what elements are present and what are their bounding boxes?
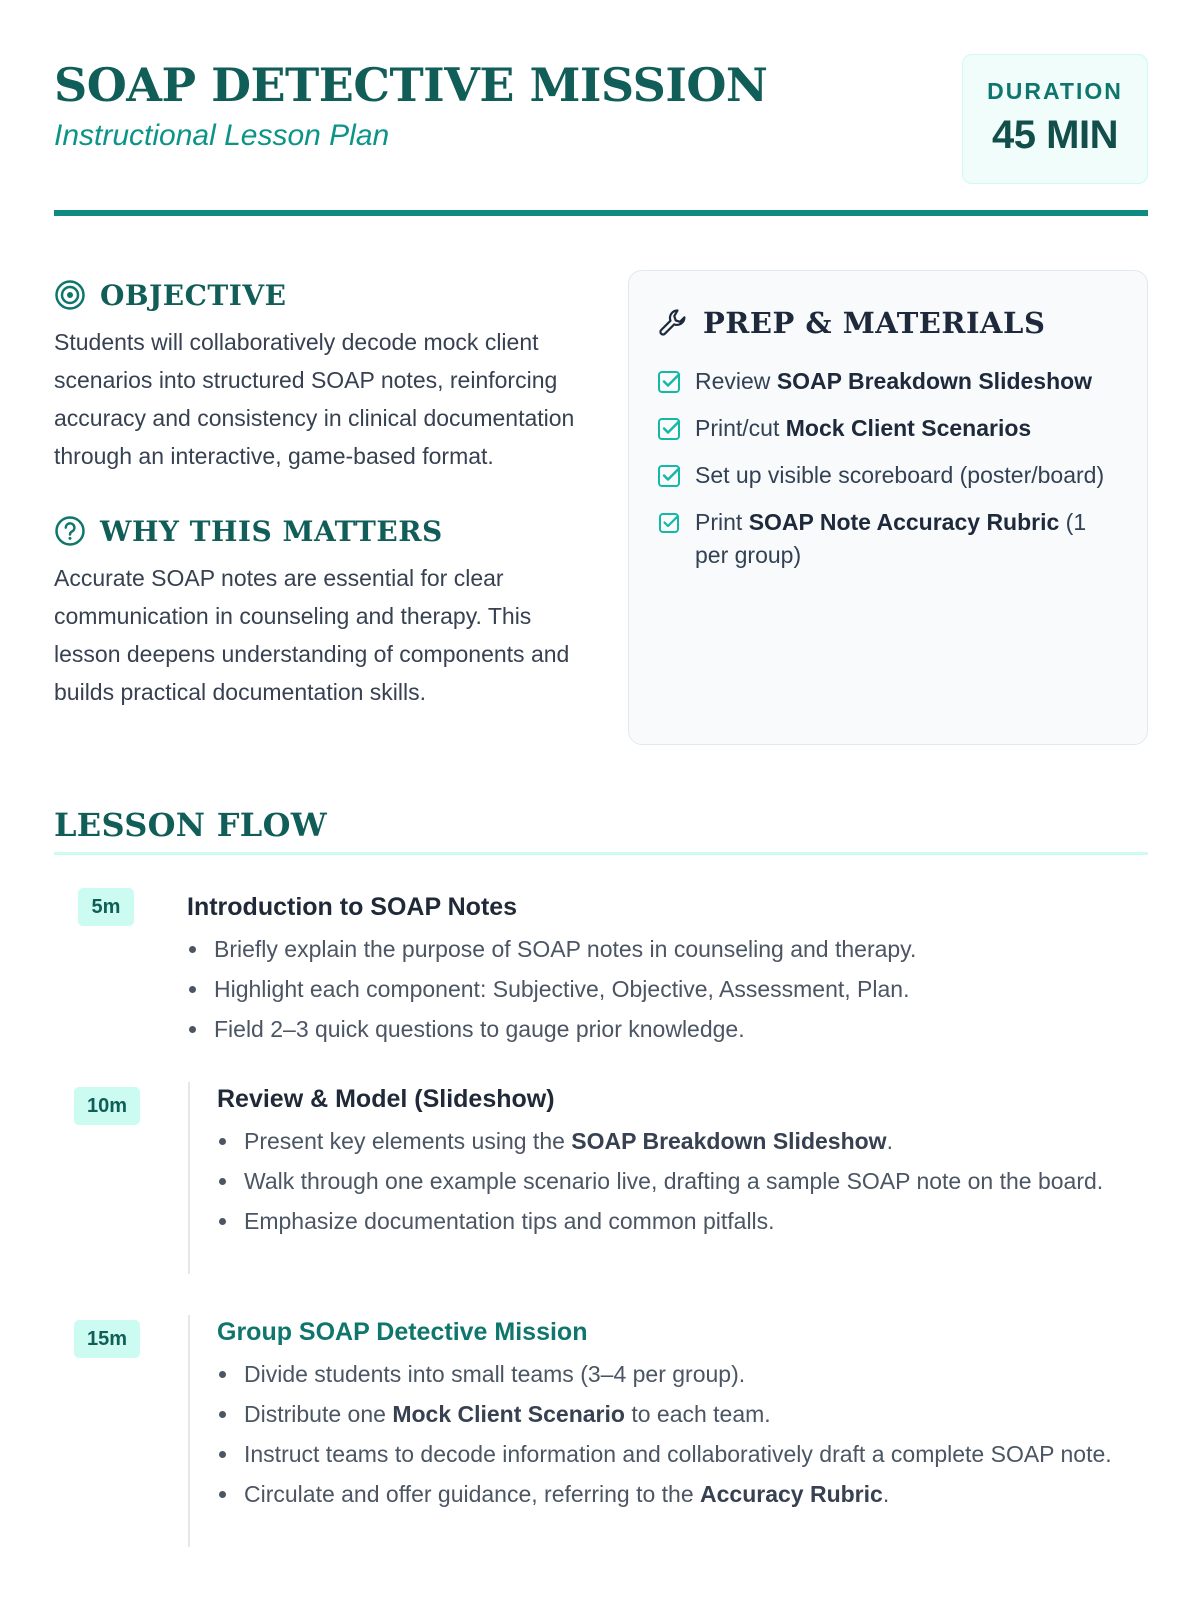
objective-text: Students will collaboratively decode mock client scenarios into structured SOAP notes, reinforcing accuracy and consistency in clinical documentation through an interactive, game-based format. [54,329,575,469]
prep-item [657,459,1117,492]
step-bullet: Field 2–3 quick questions to gauge prior knowledge. [187,1012,1127,1046]
step-bullets [217,1357,1148,1511]
header [54,58,1148,218]
step-bullets [187,932,1127,1046]
prep-item [657,506,1117,572]
prep-item-text: Print/cut [695,415,786,441]
step-title: Review & Model (Slideshow) [217,1085,555,1113]
objective-title: OBJECTIVE [100,278,287,312]
step-bullet: Walk through one example scenario live, drafting a sample SOAP note on the board. [217,1164,1148,1198]
step-bullet: Divide students into small teams (3–4 per group). [217,1357,1148,1391]
step-bullet: Emphasize documentation tips and common pitfalls. [217,1204,1148,1238]
step-body [187,890,1127,1052]
why-title: WHY THIS MATTERS [100,514,443,548]
step-bullet: Instruct teams to decode information and collaboratively draft a complete SOAP note. [217,1437,1148,1471]
prep-item [657,412,1117,445]
checkbox-icon [657,416,683,442]
step-bullet: Present key elements using the SOAP Breakdown Slideshow. [217,1124,1148,1158]
prep-item-bold: SOAP Note Accuracy Rubric [748,509,1060,535]
wrench-icon [657,307,689,339]
step-bullet: Briefly explain the purpose of SOAP notes in counseling and therapy. [187,932,1127,966]
prep-item-text-after: (1 per group) [695,509,1087,568]
prep-title: PREP & MATERIALS [703,306,1046,340]
lesson-flow-divider [54,852,1148,855]
step-title: Group SOAP Detective Mission [217,1318,588,1346]
why-text: Accurate SOAP notes are essential for clear communication in counseling and therapy. This lesson deepens understanding of components and builds practical documentation skills. [54,565,570,705]
lesson-plan-page [54,0,1148,1600]
prep-materials-card [628,270,1148,745]
prep-item [657,365,1117,398]
left-column [54,275,589,711]
step-body [188,1315,1148,1547]
why-heading [54,511,589,551]
step-bullet: Distribute one Mock Client Scenario to each team. [217,1397,1148,1431]
step-body [188,1082,1148,1274]
step-title: Introduction to SOAP Notes [187,893,518,921]
checkbox-icon [657,510,683,536]
target-icon [54,279,86,311]
prep-item-bold: SOAP Breakdown Slideshow [776,368,1093,394]
step-time-badge: 15m [74,1320,140,1358]
question-circle-icon [54,515,86,547]
duration-value: 45 MIN [992,113,1118,157]
objective-heading [54,275,589,315]
page-subtitle: Instructional Lesson Plan [54,119,390,152]
prep-list [657,365,1117,572]
prep-item-text: Review [695,368,777,394]
prep-heading [657,305,1117,341]
checkbox-icon [657,463,683,489]
prep-item-bold: Mock Client Scenarios [785,415,1032,441]
step-bullets [217,1124,1148,1238]
duration-label: DURATION [987,78,1123,104]
step-bullet: Circulate and offer guidance, referring to the Accuracy Rubric. [217,1477,1148,1511]
step-bullet: Highlight each component: Subjective, Objective, Assessment, Plan. [187,972,1127,1006]
duration-badge [962,54,1148,184]
page-title: SOAP DETECTIVE MISSION [54,58,768,112]
step-time-badge: 10m [74,1087,140,1125]
step-time-badge: 5m [78,888,134,926]
lesson-flow-title: LESSON FLOW [54,806,328,844]
checkbox-icon [657,369,683,395]
header-divider [54,210,1148,216]
prep-item-text: Print [695,509,749,535]
prep-item-text: Set up visible scoreboard (poster/board) [695,462,1105,488]
